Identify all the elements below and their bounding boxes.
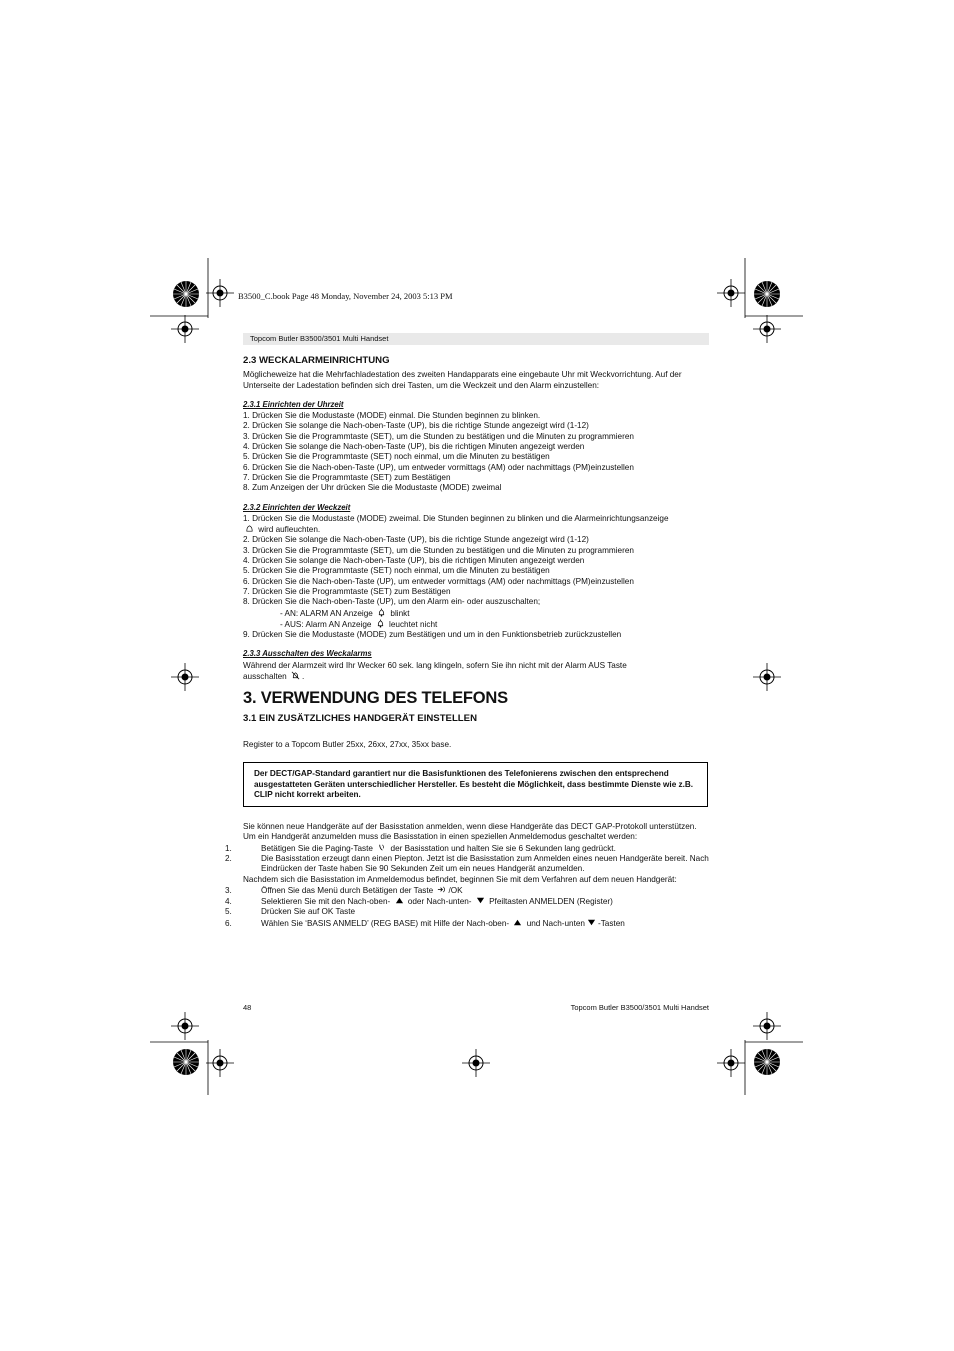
list-item: 3. Drücken Sie die Programmtaste (SET), um die Stunden zu bestätigen und die Minuten zu programmieren xyxy=(243,545,634,555)
alarm-setup-list xyxy=(243,514,711,641)
step-2-text: Die Basisstation erzeugt dann einen Piepton. Jetzt ist die Basisstation zum Anmelden eines neuen Handgeräte bereit. Nach Eindrücken der Taste haben Sie 90 Sekunden Zeit um ein neues Handgerät anzumelden. xyxy=(261,853,709,874)
section-2-3-2-title: 2.3.2 Einrichten der Weckzeit xyxy=(243,502,351,512)
arrow-down-icon xyxy=(587,918,596,927)
paragraph-2: Um ein Handgerät anzumelden muss die Basisstation in einen speziellen Anmeldemodus geschaltet werden: xyxy=(243,832,638,842)
page-content xyxy=(225,355,711,929)
list-item xyxy=(243,524,711,535)
register-text: Register to a Topcom Butler 25xx, 26xx, 27xx, 35xx base. xyxy=(243,739,452,749)
step-number: 4. xyxy=(225,897,232,907)
step-3 xyxy=(225,885,711,896)
list-item: 6. Drücken Sie die Nach-oben-Taste (UP), um entweder vormittags (AM) oder nachmittags (PM)einzustellen xyxy=(243,462,634,472)
arrow-down-icon xyxy=(476,896,485,905)
alarm-off-text-2: ausschalten xyxy=(243,672,287,682)
alarm-bell-icon xyxy=(376,619,385,628)
bell-icon xyxy=(245,524,254,533)
print-imprint: B3500_C.book Page 48 Monday, November 24, 2003 5:13 PM xyxy=(238,291,453,301)
step-4-text-b: oder Nach-unten- xyxy=(407,897,472,907)
arrow-up-icon xyxy=(513,918,522,927)
list-item: 8. Drücken Sie die Nach-oben-Taste (UP), um den Alarm ein- oder auszuschalten; xyxy=(243,597,541,607)
step-1-text-a: Betätigen Sie die Paging-Taste xyxy=(261,843,373,853)
step-number: 3. xyxy=(225,885,232,895)
running-header: Topcom Butler B3500/3501 Multi Handset xyxy=(243,333,709,345)
list-item: 4. Drücken Sie solange die Nach-oben-Taste (UP), bis die richtigen Minuten angezeigt werden xyxy=(243,442,585,452)
list-item: 4. Drücken Sie solange die Nach-oben-Taste (UP), bis die richtigen Minuten angezeigt werden xyxy=(243,556,585,566)
list-item: 1. Drücken Sie die Modustaste (MODE) zweimal. Die Stunden beginnen zu blinken und die Alarmeinrichtungsanzeige xyxy=(243,513,669,523)
page-number: 48 xyxy=(243,1003,252,1012)
step-number: 1. xyxy=(225,843,232,853)
section-2-3-3-title: 2.3.3 Ausschalten des Weckalarms xyxy=(243,649,372,659)
alarm-off-text: Während der Alarmzeit wird Ihr Wecker 60 sek. lang klingeln, sofern Sie ihn nicht mit der Alarm AUS Taste xyxy=(243,660,627,670)
step-6-text-b: und Nach-unten xyxy=(526,918,585,928)
list-item: 5. Drücken Sie die Programmtaste (SET) noch einmal, um die Minuten zu bestätigen xyxy=(243,452,550,462)
list-item: 3. Drücken Sie die Programmtaste (SET), um die Stunden zu bestätigen und die Minuten zu programmieren xyxy=(243,431,634,441)
step-number: 5. xyxy=(225,907,232,917)
section-2-3-1-title: 2.3.1 Einrichten der Uhrzeit xyxy=(243,399,344,409)
list-item: 2. Drücken Sie solange die Nach-oben-Taste (UP), bis die richtige Stunde angezeigt wird (1-12) xyxy=(243,421,589,431)
step-4-text-a: Selektieren Sie mit den Nach-oben- xyxy=(261,897,391,907)
step-5 xyxy=(225,907,711,917)
list-item: 2. Drücken Sie solange die Nach-oben-Taste (UP), bis die richtige Stunde angezeigt wird (1-12) xyxy=(243,535,589,545)
menu-key-icon xyxy=(437,885,446,894)
section-2-3-intro: Möglicheweize hat die Mehrfachladestation des zweiten Handapparats eine eingebaute Uhr mit Weckvorrichtung. Auf der Unterseite der Ladestation befinden sich drei Tasten, um die Weckzeit und den Alarm einzustellen: xyxy=(243,370,682,390)
step-4-text-c: Pfeiltasten ANMELDEN (Register) xyxy=(489,897,613,907)
step-3-text-b: /OK xyxy=(448,885,463,895)
list-item: 7. Drücken Sie die Programmtaste (SET) zum Bestätigen xyxy=(243,586,451,596)
step-6-text-c: -Tasten xyxy=(597,918,625,928)
chapter-3-title: 3. VERWENDUNG DES TELEFONS xyxy=(243,689,508,708)
step-2 xyxy=(225,853,711,875)
sub-off-state: leuchtet nicht xyxy=(389,619,438,629)
list-item: 6. Drücken Sie die Nach-oben-Taste (UP), um entweder vormittags (AM) oder nachmittags (PM)einzustellen xyxy=(243,576,634,586)
step-6-text-a: Wählen Sie ‘BASIS ANMELD’ (REG BASE) mit Hilfe der Nach-oben- xyxy=(261,918,510,928)
paragraph-3: Nachdem sich die Basisstation im Anmeldemodus befindet, beginnen Sie mit dem Verfahren auf dem neuen Handgerät: xyxy=(243,874,677,884)
sub-on-label: - AN: ALARM AN Anzeige xyxy=(280,608,373,618)
list-subitem-off xyxy=(243,619,711,630)
step-4 xyxy=(225,896,711,907)
list-item-continuation: wird aufleuchten. xyxy=(258,525,321,535)
sub-on-state: blinkt xyxy=(390,608,410,618)
step-3-text-a: Öffnen Sie das Menü durch Betätigen der Taste xyxy=(261,885,434,895)
arrow-up-icon xyxy=(395,896,404,905)
alarm-bell-icon xyxy=(377,608,386,617)
step-5-text: Drücken Sie auf OK Taste xyxy=(261,907,356,917)
sub-off-label: - AUS: Alarm AN Anzeige xyxy=(280,619,372,629)
list-item: 9. Drücken Sie die Modustaste (MODE) zum Bestätigen und um in den Funktionsbetrieb zurückzustellen xyxy=(243,630,622,640)
section-2-3-title: 2.3 WECKALARMEINRICHTUNG xyxy=(243,355,390,366)
step-number: 6. xyxy=(225,918,232,928)
list-subitem-on xyxy=(243,608,711,619)
step-1-text-b: der Basisstation und halten Sie sie 6 Sekunden lang gedrückt. xyxy=(390,843,616,853)
paragraph-1: Sie können neue Handgeräte auf der Basisstation anmelden, wenn diese Handgeräte das DECT GAP-Protokoll unterstützen. xyxy=(243,822,697,832)
list-item: 7. Drücken Sie die Programmtaste (SET) zum Bestätigen xyxy=(243,472,451,482)
section-3-1-title: 3.1 EIN ZUSÄTZLICHES HANDGERÄT EINSTELLEN xyxy=(243,712,477,724)
step-number: 2. xyxy=(225,853,232,863)
step-1 xyxy=(225,843,711,854)
alarm-off-text-end: . xyxy=(301,672,305,682)
alarm-off-icon xyxy=(291,671,300,680)
clock-setup-list xyxy=(243,411,711,493)
list-item: 8. Zum Anzeigen der Uhr drücken Sie die Modustaste (MODE) zweimal xyxy=(243,483,502,493)
step-6 xyxy=(225,918,711,929)
dect-gap-note: Der DECT/GAP-Standard garantiert nur die Basisfunktionen des Telefonierens zwischen den entsprechend ausgestatteten Geräten unterschiedlicher Hersteller. Es besteht die Möglichkeit, dass bestimmte Dienste wie z.B. CLIP nicht korrekt arbeiten. xyxy=(243,762,708,807)
paging-icon xyxy=(377,843,386,852)
footer-title: Topcom Butler B3500/3501 Multi Handset xyxy=(570,1003,709,1012)
list-item: 1. Drücken Sie die Modustaste (MODE) einmal. Die Stunden beginnen zu blinken. xyxy=(243,411,541,421)
list-item: 5. Drücken Sie die Programmtaste (SET) noch einmal, um die Minuten zu bestätigen xyxy=(243,566,550,576)
alarm-off-text-line2 xyxy=(243,671,711,682)
